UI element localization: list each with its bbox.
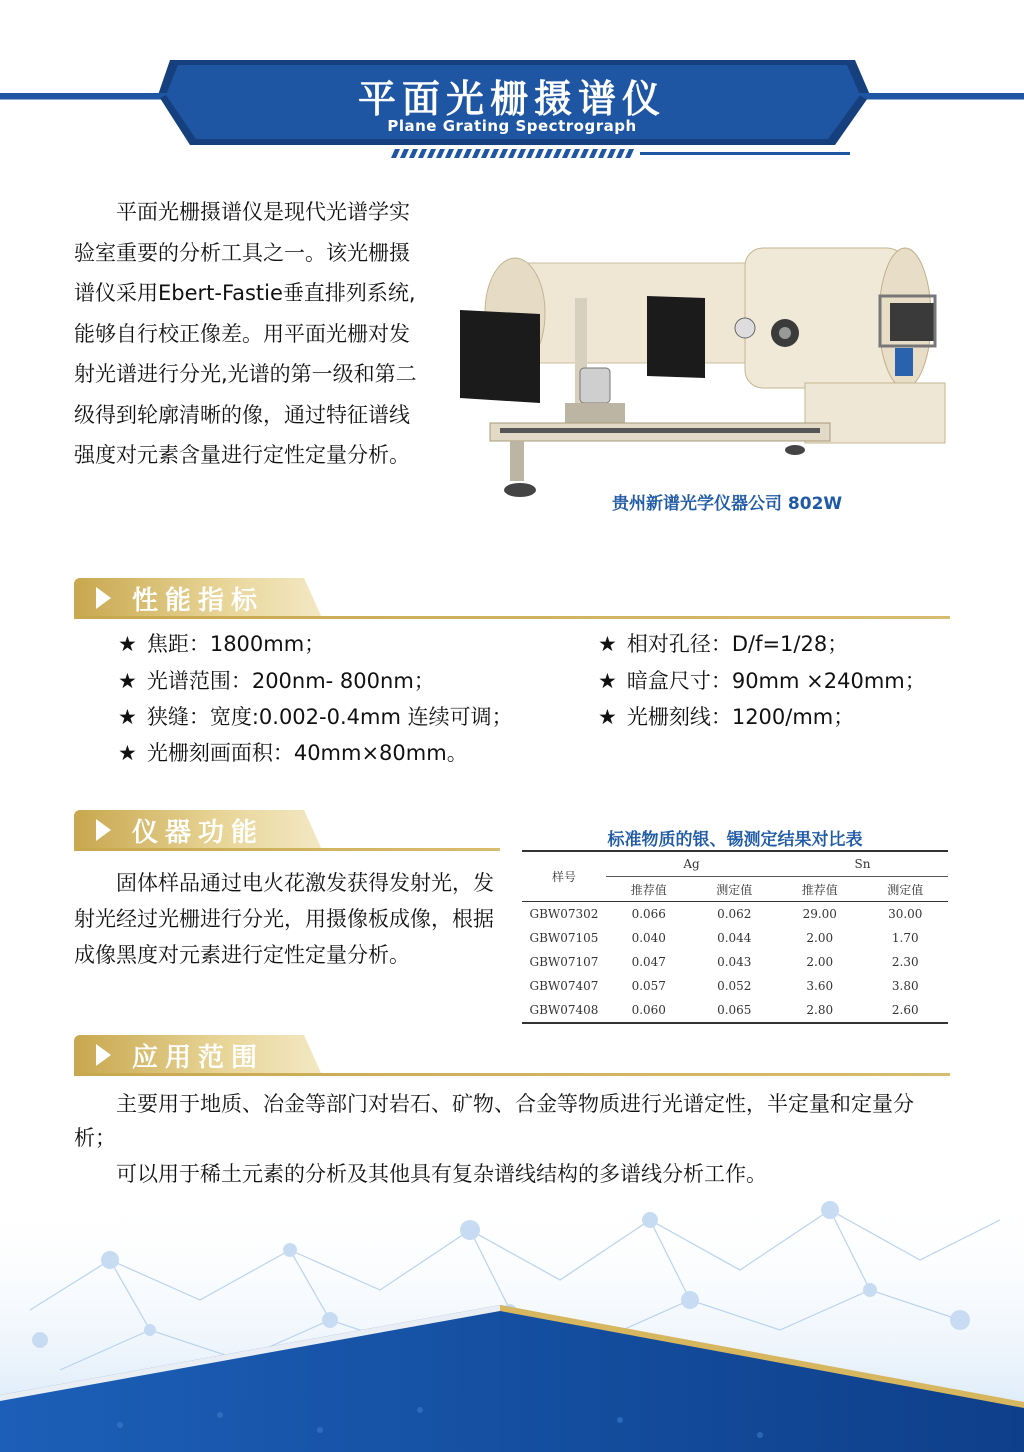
table-row: GBW07302 0.066 0.062 29.00 30.00 — [529, 907, 923, 921]
table-row: GBW07408 0.060 0.065 2.80 2.60 — [522, 998, 948, 1023]
col-header-sn-recommended: 推荐值 — [777, 877, 863, 902]
page-title: 平面光栅摄谱仪 — [357, 77, 666, 121]
spec-item: ★ 相对孔径：D/f=1/28； — [598, 632, 849, 656]
table-title: 标准物质的银、锡测定结果对比表 — [607, 830, 863, 850]
play-arrow-icon — [96, 587, 111, 609]
spec-item: ★ 光谱范围：200nm- 800nm； — [118, 669, 435, 693]
photo-caption: 贵州新谱光学仪器公司 802W — [612, 494, 843, 514]
spec-item: ★ 狭缝：宽度:0.002-0.4mm 连续可调； — [118, 705, 513, 729]
star-icon: ★ — [598, 705, 617, 729]
section-title: 应用范围 — [132, 1043, 265, 1073]
intro-paragraph: 平面光栅摄谱仪是现代光谱学实验室重要的分析工具之一。该光栅摄谱仪采用Ebert-Fastie垂直排列系统,能够自行校正像差。用平面光栅对发射光谱进行分光,光谱的第一级和第二级得到轮廓清晰的像，通过特征谱线强度对元素含量进行定性定量分析。 — [74, 200, 417, 467]
spec-item: ★ 暗盒尺寸：90mm ×240mm； — [598, 669, 926, 693]
col-header-ag-recommended: 推荐值 — [606, 877, 692, 902]
section-header-application — [74, 1035, 950, 1079]
section-header-performance — [74, 578, 950, 622]
comparison-table — [522, 850, 948, 1024]
play-arrow-icon — [96, 819, 111, 841]
instrument-photo — [455, 228, 955, 513]
star-icon: ★ — [118, 632, 137, 656]
star-icon: ★ — [118, 669, 137, 693]
table-row: GBW07105 0.040 0.044 2.00 1.70 — [529, 931, 919, 945]
spec-item: ★ 光栅刻画面积：40mm×80mm。 — [118, 741, 468, 765]
star-icon: ★ — [598, 669, 617, 693]
section-title: 仪器功能 — [132, 818, 265, 848]
table-row: GBW07107 0.047 0.043 2.00 2.30 — [529, 955, 919, 969]
section-title: 性能指标 — [132, 586, 265, 616]
star-icon: ★ — [118, 705, 137, 729]
col-header-sn-measured: 测定值 — [863, 877, 949, 902]
star-icon: ★ — [118, 741, 137, 765]
spec-item: ★ 焦距：1800mm； — [118, 632, 326, 656]
star-icon: ★ — [598, 632, 617, 656]
application-paragraph-1: 主要用于地质、冶金等部门对岩石、矿物、合金等物质进行光谱定性，半定量和定量分析； — [74, 1092, 914, 1150]
table-row: GBW07407 0.057 0.052 3.60 3.80 — [529, 979, 919, 993]
col-header-ag-measured: 测定值 — [692, 877, 778, 902]
footer-network-decoration — [0, 1190, 1024, 1452]
spec-item: ★ 光栅刻线：1200/mm； — [598, 705, 855, 729]
col-header-sample: 样号 — [522, 851, 606, 902]
play-arrow-icon — [96, 1044, 111, 1066]
page-subtitle-en: Plane Grating Spectrograph — [387, 117, 637, 135]
function-paragraph: 固体样品通过电火花激发获得发射光，发射光经过光栅进行分光，用摄像板成像，根据成像黑度对元素进行定性定量分析。 — [74, 871, 494, 967]
application-paragraph-2: 可以用于稀土元素的分析及其他具有复杂谱线结构的多谱线分析工作。 — [116, 1162, 767, 1186]
col-group-sn: Sn — [777, 851, 948, 877]
section-header-function — [74, 810, 500, 854]
col-group-ag: Ag — [606, 851, 777, 877]
